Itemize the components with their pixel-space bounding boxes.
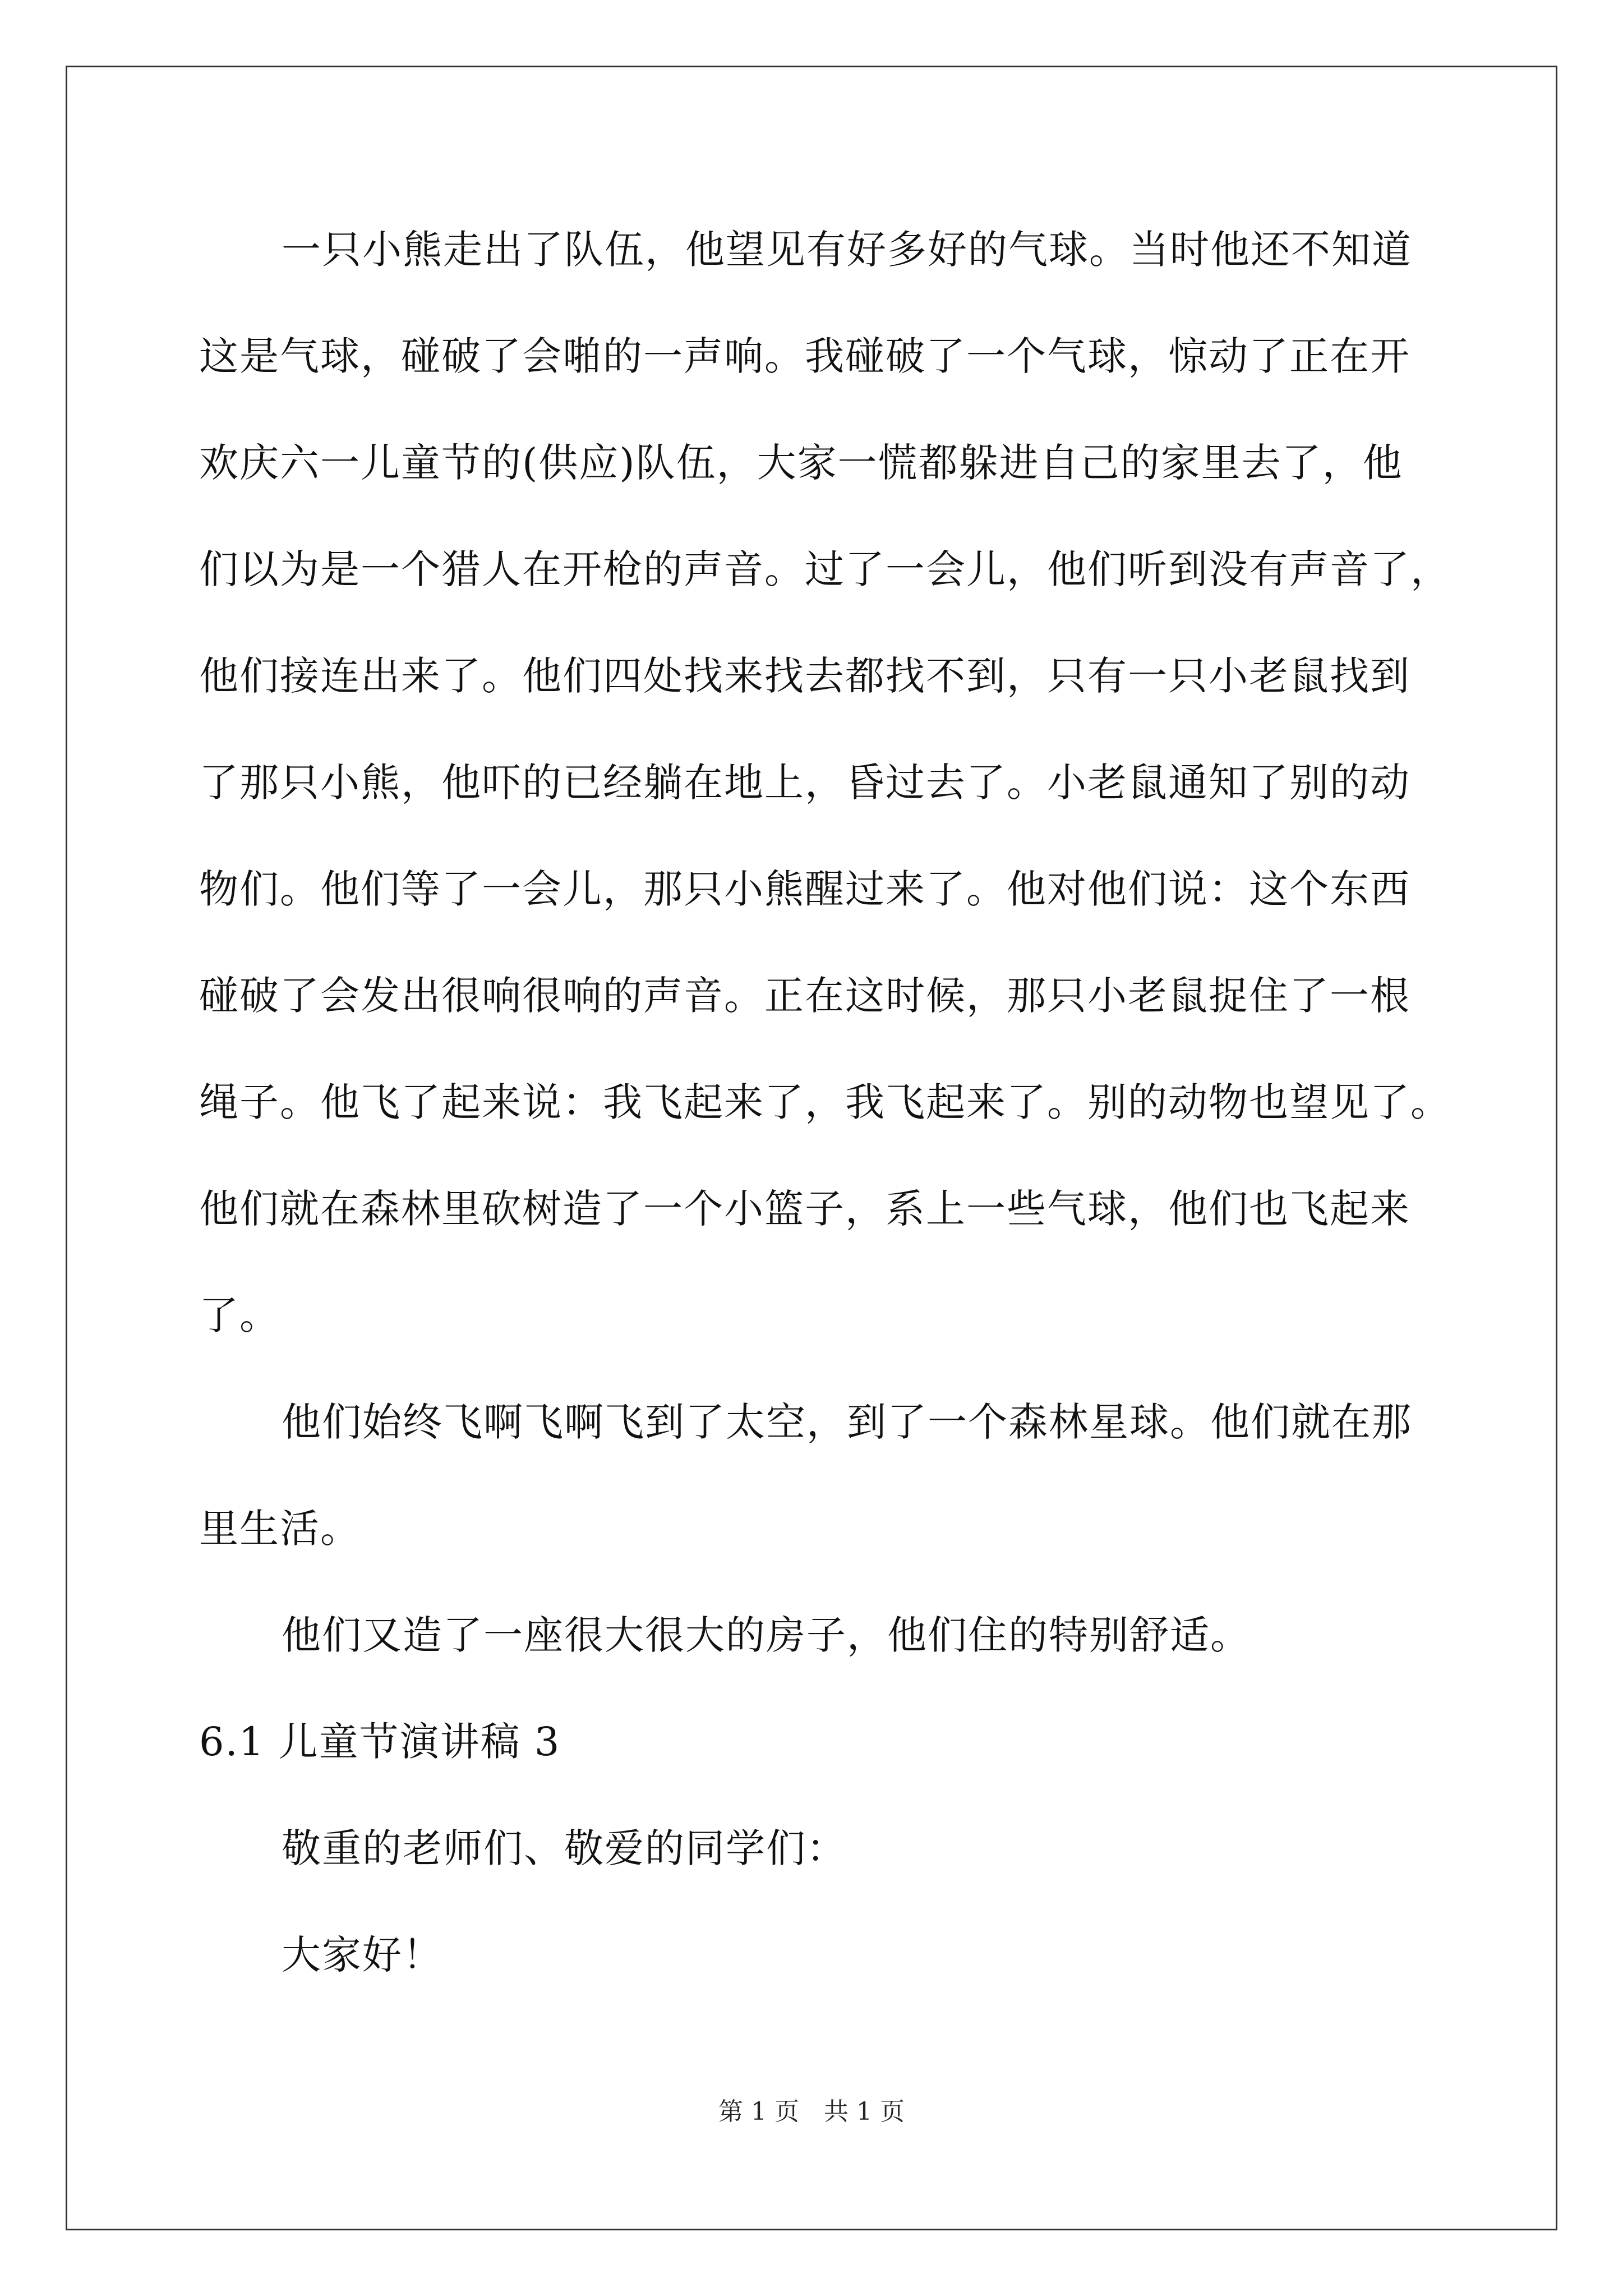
- paragraph-line: 绳子。他飞了起来说：我飞起来了，我飞起来了。别的动物也望见了。: [199, 1079, 1451, 1125]
- greeting: 大家好！: [282, 1932, 443, 1978]
- paragraph-line: 们以为是一个猎人在开枪的声音。过了一会儿，他们听到没有声音了，: [199, 546, 1451, 592]
- paragraph-line: 他们始终飞啊飞啊飞到了太空，到了一个森林星球。他们就在那: [282, 1399, 1412, 1445]
- paragraph-line: 欢庆六一儿童节的(供应)队伍，大家一慌都躲进自己的家里去了，他: [199, 440, 1403, 486]
- paragraph-line: 他们就在森林里砍树造了一个小篮子，系上一些气球，他们也飞起来: [199, 1186, 1410, 1232]
- page-border: [66, 66, 1557, 2230]
- paragraph-line: 物们。他们等了一会儿，那只小熊醒过来了。他对他们说：这个东西: [199, 866, 1410, 912]
- paragraph-line: 碰破了会发出很响很响的声音。正在这时候，那只小老鼠捉住了一根: [199, 973, 1410, 1019]
- salutation: 敬重的老师们、敬爱的同学们：: [282, 1825, 847, 1871]
- paragraph-line: 了那只小熊，他吓的已经躺在地上，昏过去了。小老鼠通知了别的动: [199, 760, 1410, 806]
- page-number-footer: 第 1 页 共 1 页: [718, 2097, 905, 2126]
- section-heading: 6.1 儿童节演讲稿 3: [199, 1719, 561, 1765]
- paragraph-line: 里生活。: [199, 1506, 361, 1552]
- paragraph-line: 一只小熊走出了队伍，他望见有好多好的气球。当时他还不知道: [282, 227, 1412, 273]
- paragraph-line: 他们又造了一座很大很大的房子，他们住的特别舒适。: [282, 1612, 1251, 1658]
- paragraph-line: 他们接连出来了。他们四处找来找去都找不到，只有一只小老鼠找到: [199, 653, 1410, 699]
- paragraph-line: 了。: [199, 1292, 280, 1338]
- paragraph-line: 这是气球，碰破了会啪的一声响。我碰破了一个气球，惊动了正在开: [199, 333, 1410, 379]
